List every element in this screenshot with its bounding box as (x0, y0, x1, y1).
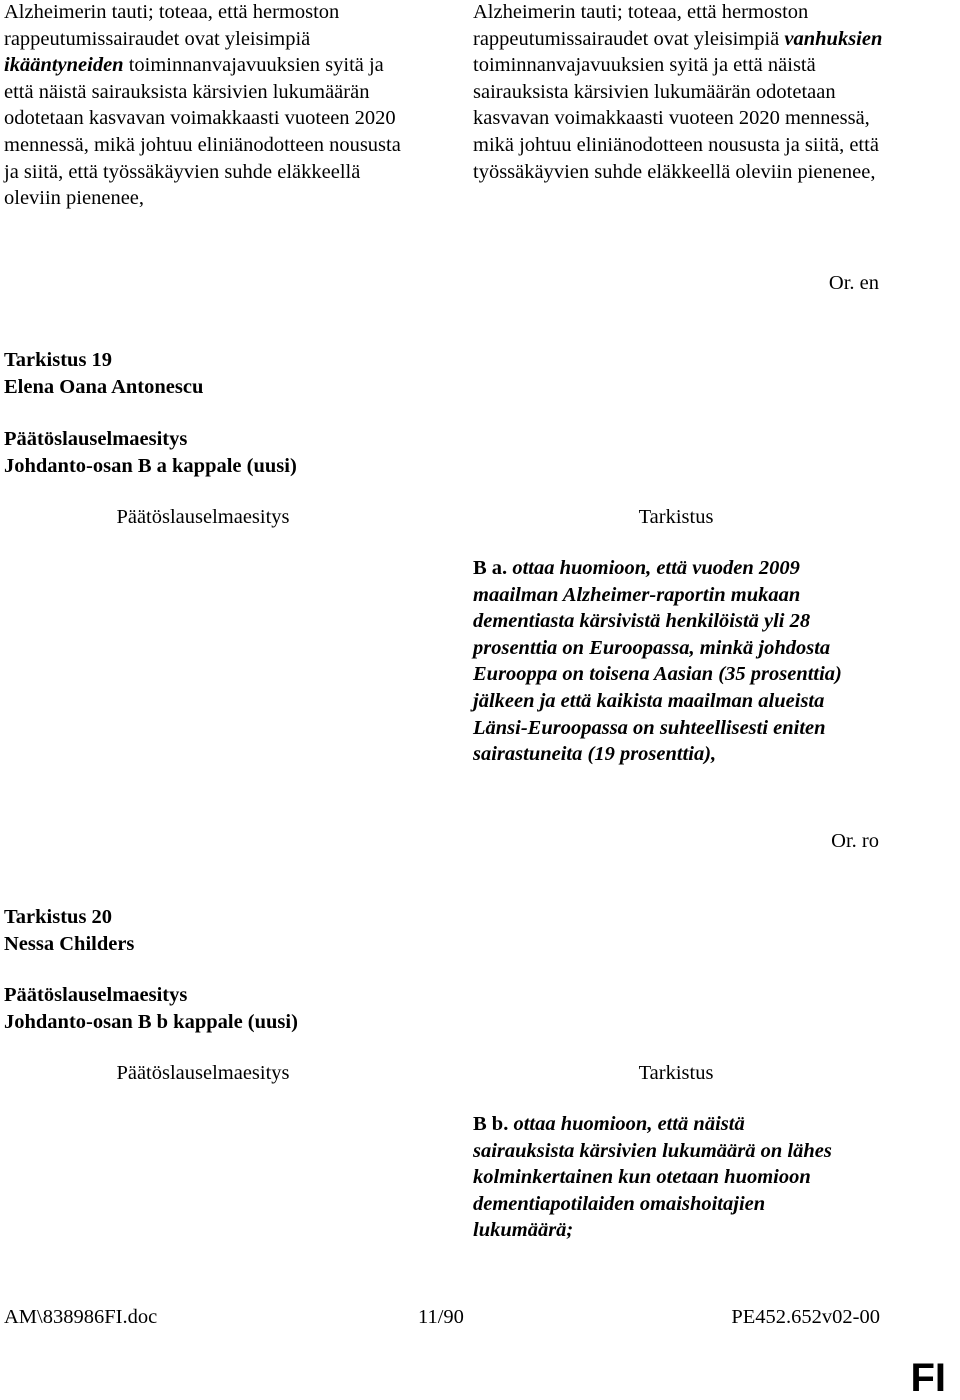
amendment-20-col-left-header: Päätöslauselmaesitys (116, 1062, 290, 1084)
amendment-19-text-lead: B a. (473, 557, 508, 579)
amendment-19-target (4, 426, 604, 479)
amendment-20-target (4, 982, 604, 1035)
original-language-en: Or. en (828, 272, 879, 294)
previous-left-highlight: ikääntyneiden (4, 54, 124, 77)
amendment-19-label: Tarkistus (4, 349, 87, 371)
amendment-19-number: 19 (91, 349, 113, 371)
amendment-19-doc-type: Päätöslauselmaesitys (4, 428, 188, 450)
amendment-20-text-body: ottaa huomioon, että näistä sairauksista kärsivien lukumäärä on lähes kolminkertainen kun otetaan huomioon dementiapotilaiden omaishoitajien lukumäärä; (473, 1113, 832, 1242)
previous-right-highlight: vanhuksien (784, 27, 883, 50)
previous-right-prefix: Alzheimerin tauti; toteaa, että hermoston rappeutumissairaudet ovat yleisimpiä (473, 1, 809, 50)
amendment-19-author: Elena Oana Antonescu (4, 375, 204, 398)
amendment-19-text (473, 555, 883, 768)
footer-language-code: FI (910, 1356, 946, 1400)
footer-doc-ref: AM\838986FI.doc (4, 1306, 158, 1328)
previous-right-suffix: toiminnanvajavuuksien syitä ja että näistä sairauksista kärsivien lukumäärän odotetaan kasvavan voimakkaasti vuoteen 2020 mennessä, mikä johtuu eliniänodotteen noususta ja siitä, että työssäkäyvien suhde eläkkeellä oleviin pienenee, (473, 54, 879, 183)
amendment-20-number: 20 (91, 906, 113, 928)
amendment-20-doc-type: Päätöslauselmaesitys (4, 984, 188, 1006)
amendment-20-text (473, 1111, 843, 1244)
amendment-20-header (4, 904, 604, 957)
amendment-20-section: Johdanto-osan B b kappale (uusi) (4, 1010, 298, 1033)
previous-left-column-text (4, 0, 404, 212)
amendment-20-author: Nessa Childers (4, 932, 135, 955)
amendment-20-col-right-header: Tarkistus (638, 1062, 714, 1084)
footer-page-number: 11/90 (418, 1306, 464, 1328)
original-language-ro: Or. ro (831, 830, 879, 852)
footer-pe-ref: PE452.652v02-00 (731, 1306, 880, 1328)
previous-right-column-text (473, 0, 913, 185)
previous-left-prefix: Alzheimerin tauti; toteaa, että hermoston rappeutumissairaudet ovat yleisimpiä (4, 1, 340, 50)
amendment-20-text-lead: B b. (473, 1113, 509, 1135)
amendment-19-col-right-header: Tarkistus (638, 506, 714, 528)
amendment-19-text-body: ottaa huomioon, että vuoden 2009 maailman Alzheimer-raportin mukaan dementiasta kärsivistä henkilöistä yli 28 prosenttia on Euroopassa, minkä johdosta Eurooppa on toisena Aasian (35 prosenttia) jälkeen ja että kaikista maailman alueista Länsi-Euroopassa on suhteellisesti eniten sairastuneita (19 prosenttia), (473, 557, 842, 766)
amendment-19-col-left-header: Päätöslauselmaesitys (116, 506, 290, 528)
amendment-19-section: Johdanto-osan B a kappale (uusi) (4, 454, 297, 477)
previous-left-suffix: toiminnanvajavuuksien syitä ja että näistä sairauksista kärsivien lukumäärän odotetaan kasvavan voimakkaasti vuoteen 2020 mennessä, mikä johtuu eliniänodotteen noususta ja siitä, että työssäkäyvien suhde eläkkeellä oleviin pienenee, (4, 54, 401, 210)
amendment-19-header (4, 347, 604, 400)
amendment-20-label: Tarkistus (4, 906, 87, 928)
